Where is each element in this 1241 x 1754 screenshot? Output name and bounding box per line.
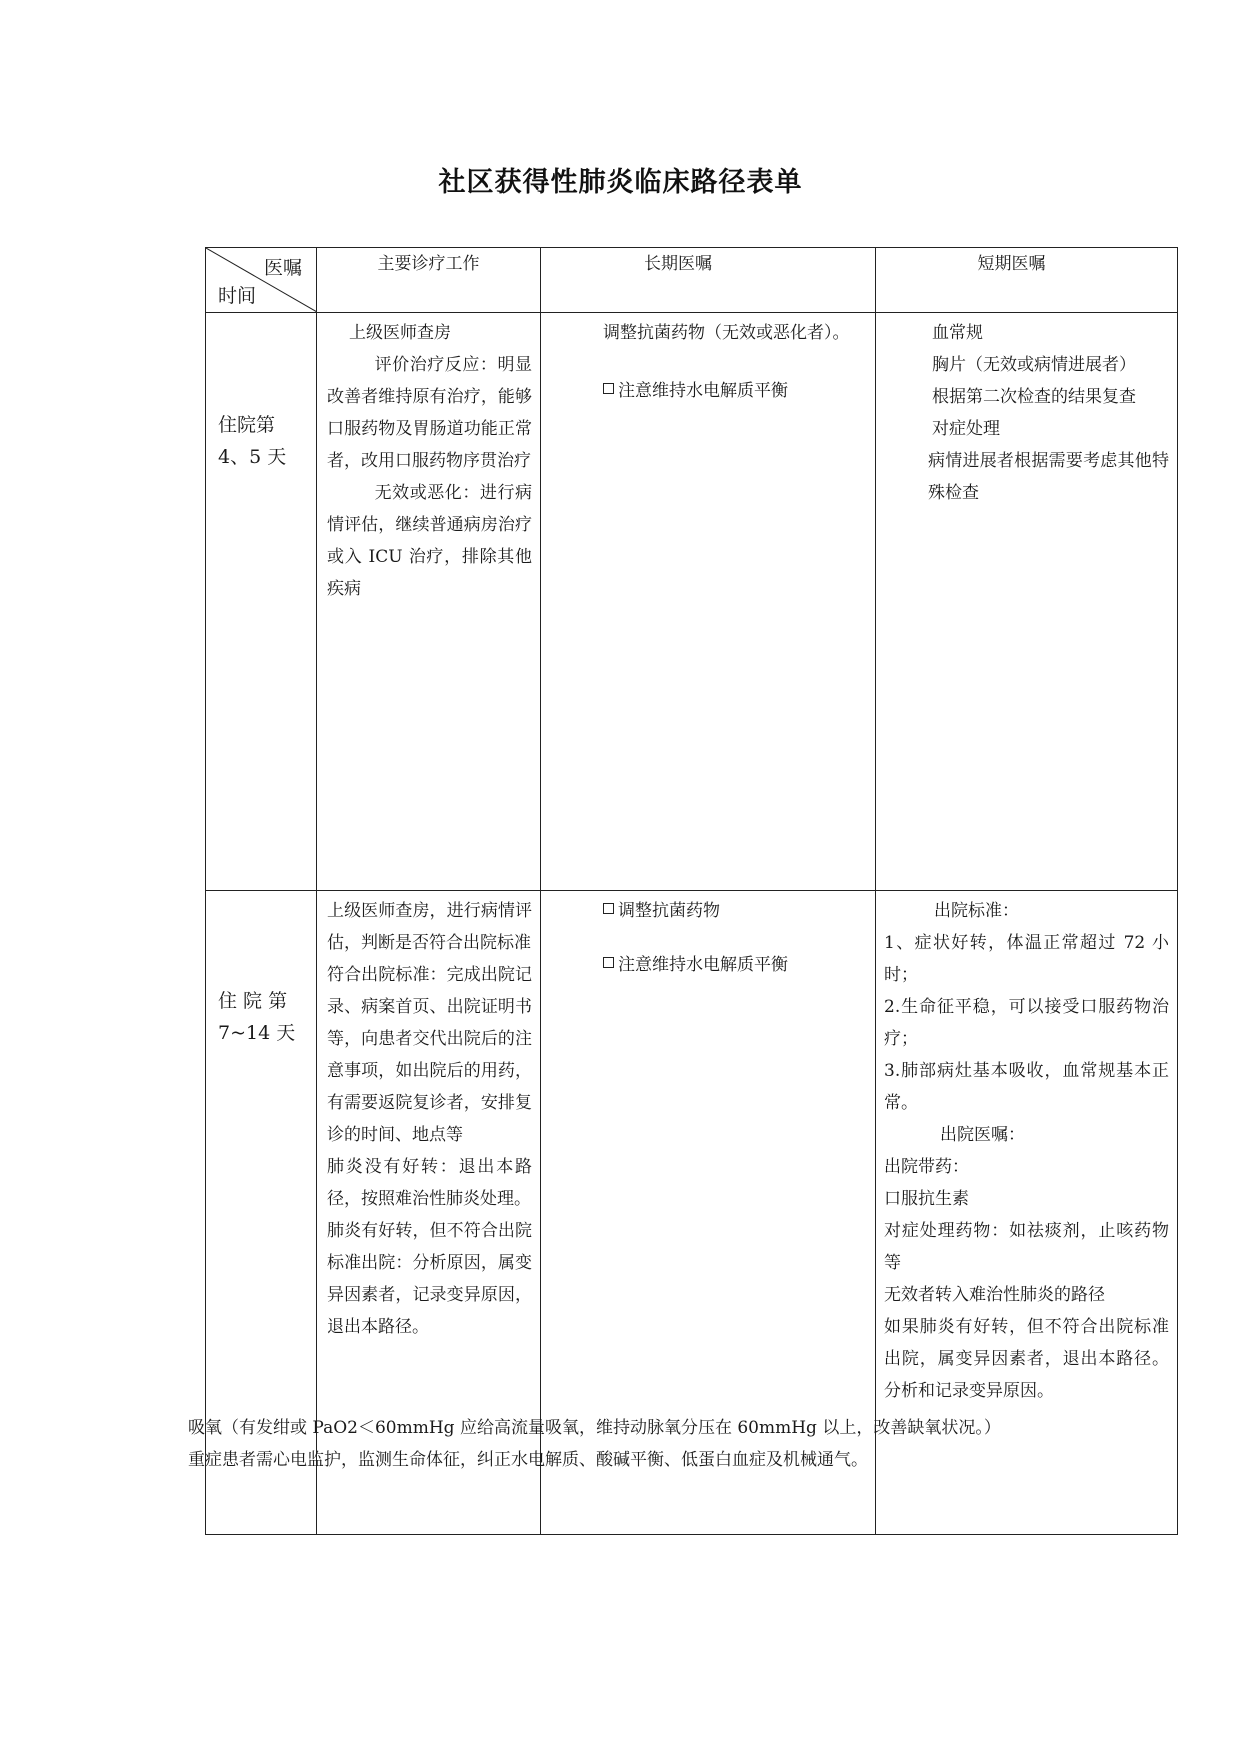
row1-short-term-orders (876, 313, 1178, 891)
row2-long-item: 调整抗菌药物 (603, 895, 867, 927)
row1-short-item: 血常规 (932, 323, 983, 343)
row2-main-item: 肺炎没有好转：退出本路径，按照难治性肺炎处理。 (327, 1157, 532, 1209)
row2-time: 住 院 第 7~14 天 (206, 891, 317, 1535)
row1-short-item: 病情进展者根据需要考虑其他特殊检查 (928, 451, 1169, 503)
row2-main-item: 肺炎有好转，但不符合出院标准出院：分析原因，属变异因素者，记录变异原因，退出本路径。 (327, 1221, 532, 1337)
table-header-row (206, 248, 1178, 313)
row2-long-item: 注意维持水电解质平衡 (603, 949, 867, 981)
row1-main-item: 上级医师查房 (349, 323, 451, 343)
row1-short-item: 胸片（无效或病情进展者） (932, 355, 1136, 375)
document-title: 社区获得性肺炎临床路径表单 (438, 167, 803, 198)
row2-short-item: 对症处理药物：如祛痰剂，止咳药物等 (884, 1221, 1169, 1273)
row1-time: 住院第 4、5 天 (206, 313, 317, 891)
row1-main-item: 无效或恶化：进行病情评估，继续普通病房治疗或入 ICU 治疗，排除其他疾病 (327, 483, 532, 599)
row2-short-item: 1、症状好转，体温正常超过 72 小时； (884, 933, 1169, 985)
clinical-pathway-table (205, 247, 1178, 1535)
row2-short-item: 出院标准： (934, 901, 1019, 921)
row1-main-item: 评价治疗反应：明显改善者维持原有治疗，能够口服药物及胃肠道功能正常者，改用口服药物序贯治疗 (327, 355, 532, 471)
checkbox-icon (603, 903, 614, 914)
header-corner-orders: 医嘱 (263, 257, 302, 279)
row2-short-item: 无效者转入难治性肺炎的路径 (884, 1285, 1105, 1305)
row2-short-item: 2.生命征平稳，可以接受口服药物治疗； (884, 997, 1169, 1049)
note-oxygen: 吸氧（有发绀或 PaO2＜60mmHg 应给高流量吸氧，维持动脉氧分压在 60mmHg 以上，改善缺氧状况。） (188, 1418, 1001, 1438)
row2-short-item: 3.肺部病灶基本吸收，血常规基本正常。 (884, 1061, 1169, 1113)
row1-short-item: 根据第二次检查的结果复查 (932, 387, 1136, 407)
row1-main-work (317, 313, 541, 891)
row2-main-item: 上级医师查房，进行病情评估，判断是否符合出院标准 (327, 901, 532, 953)
header-main-work: 主要诊疗工作 (317, 248, 541, 313)
header-long-term-orders: 长期医嘱 (541, 248, 876, 313)
header-corner-cell (206, 248, 317, 313)
row2-short-item: 如果肺炎有好转，但不符合出院标准出院，属变异因素者，退出本路径。分析和记录变异原因。 (884, 1317, 1169, 1401)
checkbox-icon (603, 383, 614, 394)
row2-short-item: 出院带药： (884, 1157, 969, 1177)
row1-long-term-orders (541, 313, 876, 891)
note-monitoring: 重症患者需心电监护，监测生命体征，纠正水电解质、酸碱平衡、低蛋白血症及机械通气。 (188, 1450, 868, 1470)
row1-long-item: 注意维持水电解质平衡 (603, 375, 867, 407)
header-corner-time: 时间 (218, 285, 257, 307)
row1-short-item: 对症处理 (932, 419, 1000, 439)
row2-short-item: 口服抗生素 (884, 1189, 969, 1209)
row2-main-item: 符合出院标准：完成出院记录、病案首页、出院证明书等，向患者交代出院后的注意事项，如出院后的用药，有需要返院复诊者，安排复诊的时间、地点等 (327, 965, 532, 1145)
table-row (206, 313, 1178, 891)
checkbox-icon (603, 957, 614, 968)
row1-long-item: 调整抗菌药物（无效或恶化者）。 (603, 323, 850, 343)
header-short-term-orders: 短期医嘱 (876, 248, 1178, 313)
footnotes (188, 1412, 1188, 1476)
row2-short-item: 出院医嘱： (940, 1125, 1025, 1145)
